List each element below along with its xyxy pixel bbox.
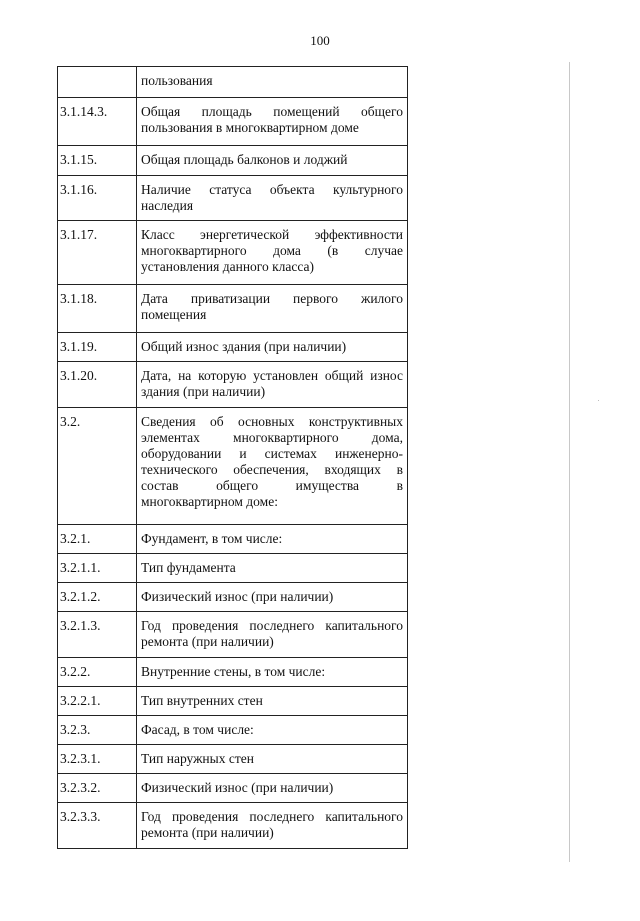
row-number: 3.1.14.3. <box>58 98 137 146</box>
row-text: Год проведения последнего капитального ремонта (при наличии) <box>137 803 408 849</box>
row-text: Тип фундамента <box>137 554 408 583</box>
scan-margin-line <box>569 62 570 862</box>
row-number: 3.1.18. <box>58 285 137 333</box>
table-row <box>58 285 408 333</box>
row-text: Сведения об основных конструктивных элементах многоквартирного дома, оборудовании и системах инженерно-технического обеспечения, входящих в состав общего имущества в многоквартирном доме: <box>137 408 408 525</box>
row-text: Внутренние стены, в том числе: <box>137 658 408 687</box>
row-number: 3.2.3.1. <box>58 745 137 774</box>
table-row <box>58 745 408 774</box>
row-number: 3.2.2. <box>58 658 137 687</box>
row-text: Год проведения последнего капитального ремонта (при наличии) <box>137 612 408 658</box>
table-row <box>58 658 408 687</box>
table-row <box>58 803 408 849</box>
table-row <box>58 146 408 176</box>
row-text: пользования <box>137 67 408 98</box>
table-row <box>58 67 408 98</box>
table-row <box>58 612 408 658</box>
row-text: Дата, на которую установлен общий износ здания (при наличии) <box>137 362 408 408</box>
row-number: 3.2. <box>58 408 137 525</box>
table-row <box>58 362 408 408</box>
row-text: Физический износ (при наличии) <box>137 774 408 803</box>
table-row <box>58 774 408 803</box>
row-text: Физический износ (при наличии) <box>137 583 408 612</box>
row-number: 3.2.2.1. <box>58 687 137 716</box>
scan-speck <box>598 400 599 401</box>
row-number: 3.1.20. <box>58 362 137 408</box>
table-row <box>58 687 408 716</box>
row-number: 3.2.3. <box>58 716 137 745</box>
table-row <box>58 221 408 285</box>
row-text: Тип наружных стен <box>137 745 408 774</box>
row-number <box>58 67 137 98</box>
row-text: Тип внутренних стен <box>137 687 408 716</box>
row-number: 3.2.1.3. <box>58 612 137 658</box>
table-row <box>58 554 408 583</box>
row-text: Общая площадь балконов и лоджий <box>137 146 408 176</box>
table-row <box>58 98 408 146</box>
row-text: Класс энергетической эффективности многоквартирного дома (в случае установления данного класса) <box>137 221 408 285</box>
table-row <box>58 408 408 525</box>
row-text: Дата приватизации первого жилого помещения <box>137 285 408 333</box>
row-number: 3.1.15. <box>58 146 137 176</box>
row-number: 3.1.16. <box>58 176 137 221</box>
row-number: 3.2.1.1. <box>58 554 137 583</box>
row-number: 3.1.17. <box>58 221 137 285</box>
page-number: 100 <box>310 33 330 48</box>
row-number: 3.2.1.2. <box>58 583 137 612</box>
row-text: Фасад, в том числе: <box>137 716 408 745</box>
table-row <box>58 583 408 612</box>
document-table <box>57 66 408 849</box>
row-number: 3.2.3.3. <box>58 803 137 849</box>
table-row <box>58 333 408 362</box>
table-row <box>58 525 408 554</box>
table-row <box>58 176 408 221</box>
row-number: 3.1.19. <box>58 333 137 362</box>
row-text: Фундамент, в том числе: <box>137 525 408 554</box>
row-text: Общая площадь помещений общего пользования в многоквартирном доме <box>137 98 408 146</box>
row-number: 3.2.1. <box>58 525 137 554</box>
table-row <box>58 716 408 745</box>
row-text: Наличие статуса объекта культурного наследия <box>137 176 408 221</box>
row-text: Общий износ здания (при наличии) <box>137 333 408 362</box>
row-number: 3.2.3.2. <box>58 774 137 803</box>
